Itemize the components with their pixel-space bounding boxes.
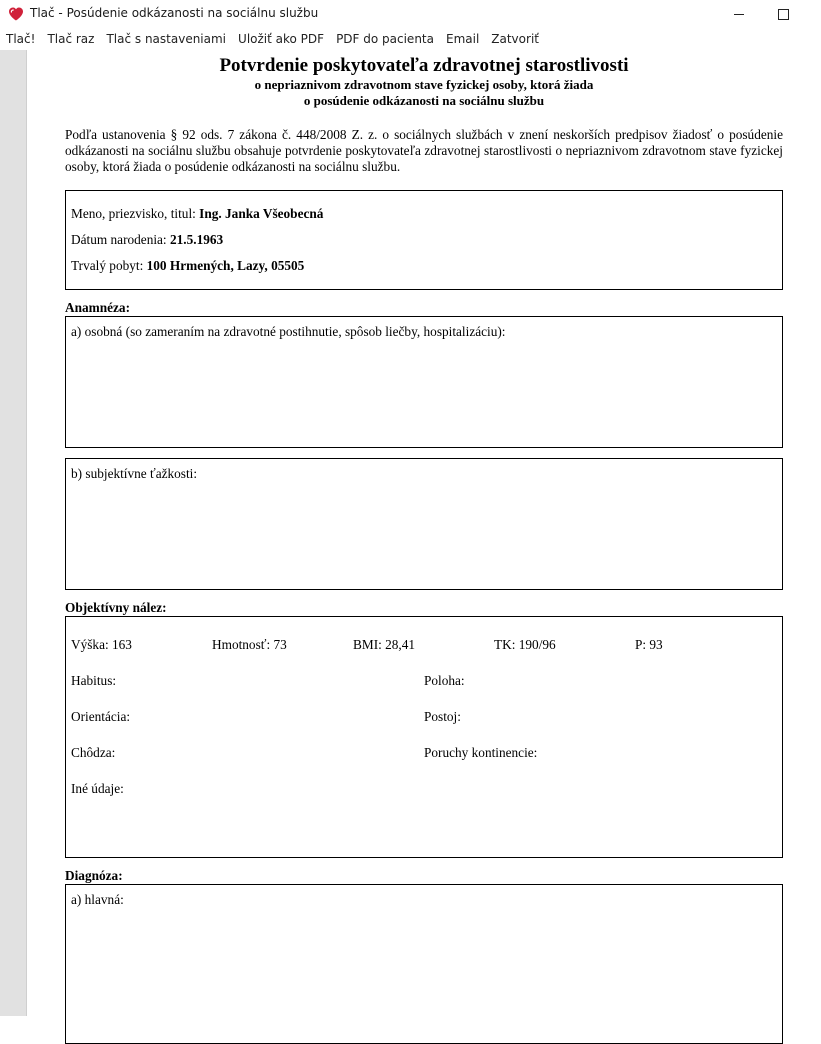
gait-label: Chôdza: — [71, 745, 116, 760]
pulse-value: P: 93 — [635, 637, 663, 652]
objective-label: Objektívny nález: — [65, 600, 167, 615]
position-label: Poloha: — [424, 673, 465, 688]
anamneza-label: Anamnéza: — [65, 300, 130, 315]
anamneza-personal-label: a) osobná (so zameraním na zdravotné postihnutie, spôsob liečby, hospitalizáciu): — [71, 324, 506, 339]
anamneza-subjective-box — [65, 458, 783, 590]
diagnoza-label: Diagnóza: — [65, 868, 123, 883]
address-row — [71, 258, 782, 284]
other-data-label: Iné údaje: — [71, 781, 124, 796]
left-margin-divider — [26, 50, 27, 1016]
name-row — [71, 206, 782, 232]
dob-label: Dátum narodenia: — [71, 232, 170, 247]
menu-print[interactable]: Tlač! — [6, 32, 36, 46]
heart-icon — [8, 6, 24, 22]
menu-bar — [0, 28, 821, 50]
intro-paragraph: Podľa ustanovenia § 92 ods. 7 zákona č. 448/2008 Z. z. o sociálnych službách v znení neskorších predpisov žiadosť o posúdenie odkázanosti na sociálnu službu obsahuje potvrdenie poskytovateľa zdravotnej starostlivosti o nepriaznivom zdravotnom stave fyzickej osoby, ktorá žiada o posúdenie odkázanosti na sociálnu službu. — [65, 127, 783, 174]
document-subtitle-1: o nepriaznivom zdravotnom stave fyzickej osoby, ktorá žiada — [254, 77, 594, 92]
dob-value: 21.5.1963 — [169, 232, 224, 247]
continence-label: Poruchy kontinencie: — [424, 745, 538, 760]
bmi-value: BMI: 28,41 — [353, 637, 416, 652]
diagnoza-main-box — [65, 884, 783, 1044]
document-subtitle-2: o posúdenie odkázanosti na sociálnu službu — [303, 93, 545, 108]
maximize-icon — [778, 9, 789, 20]
maximize-button[interactable] — [760, 0, 806, 28]
weight-value: Hmotnosť: 73 — [212, 637, 287, 652]
minimize-icon — [734, 14, 744, 15]
document-page — [65, 50, 783, 1044]
menu-email[interactable]: Email — [445, 32, 480, 46]
diagnoza-main-label: a) hlavná: — [71, 892, 124, 907]
address-label: Trvalý pobyt: — [71, 258, 147, 273]
window-title: Tlač - Posúdenie odkázanosti na sociálnu službu — [30, 6, 319, 20]
minimize-button[interactable] — [716, 0, 762, 28]
menu-pdf-patient[interactable]: PDF do pacienta — [336, 32, 434, 46]
menu-print-once[interactable]: Tlač raz — [47, 32, 95, 46]
habitus-label: Habitus: — [71, 673, 117, 688]
menu-close[interactable]: Zatvoriť — [491, 32, 539, 46]
left-margin-strip — [0, 50, 26, 1016]
objective-box — [65, 616, 783, 858]
height-value: Výška: 163 — [71, 637, 132, 652]
anamneza-personal-box — [65, 316, 783, 448]
name-label: Meno, priezvisko, titul: — [71, 206, 200, 221]
document-title: Potvrdenie poskytovateľa zdravotnej starostlivosti — [219, 55, 629, 76]
anamneza-subjective-label: b) subjektívne ťažkosti: — [71, 466, 198, 481]
personal-info-box — [65, 190, 783, 290]
orientation-label: Orientácia: — [71, 709, 131, 724]
posture-label: Postoj: — [424, 709, 461, 724]
name-value: Ing. Janka Všeobecná — [199, 206, 324, 221]
address-value: 100 Hrmených, Lazy, 05505 — [146, 258, 305, 273]
menu-save-pdf[interactable]: Uložiť ako PDF — [238, 32, 325, 46]
title-bar — [0, 0, 821, 28]
menu-print-settings[interactable]: Tlač s nastaveniami — [106, 32, 227, 46]
bp-value: TK: 190/96 — [494, 637, 556, 652]
dob-row — [71, 232, 782, 258]
